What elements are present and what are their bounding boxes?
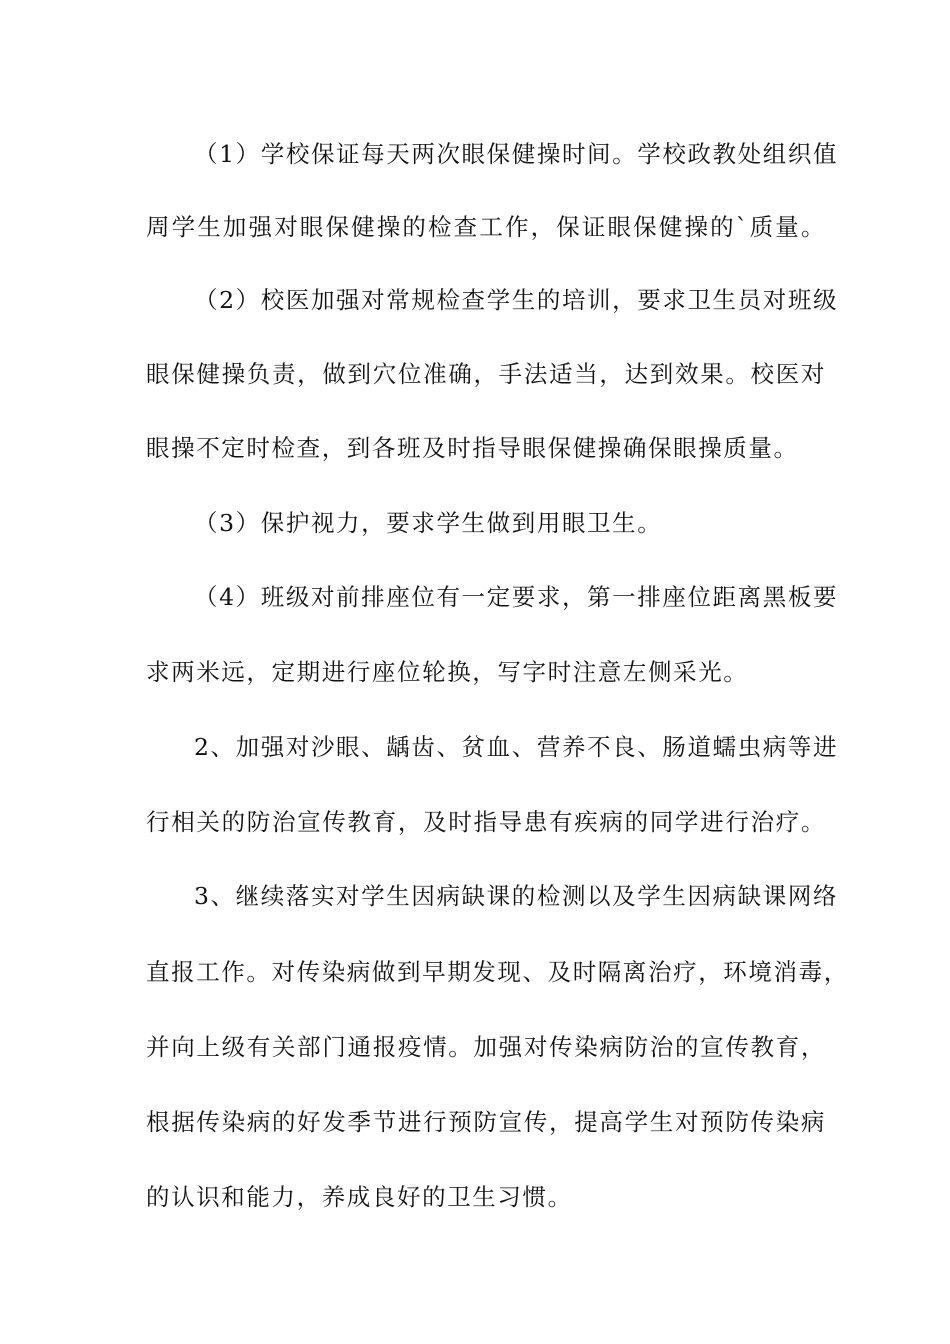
- text-line: 3、继续落实对学生因病缺课的检测以及学生因病缺课网络: [194, 882, 839, 910]
- text-line: 直报工作。对传染病做到早期发现、及时隔离治疗，环境消毒，: [146, 958, 849, 986]
- text-line: （2）校医加强对常规检查学生的培训，要求卫生员对班级: [194, 286, 839, 314]
- text-line: （1）学校保证每天两次眼保健操时间。学校政教处组织值: [194, 140, 839, 168]
- text-line: 眼保健操负责，做到穴位准确，手法适当，达到效果。校医对: [146, 360, 826, 388]
- text-line: 的认识和能力，养成良好的卫生习惯。: [146, 1183, 573, 1211]
- text-line: （3）保护视力，要求学生做到用眼卫生。: [194, 509, 663, 537]
- text-line: 眼操不定时检查，到各班及时指导眼保健操确保眼操质量。: [146, 434, 799, 462]
- text-line: （4）班级对前排座位有一定要求，第一排座位距离黑板要: [194, 583, 839, 611]
- text-line: 行相关的防治宣传教育，及时指导患有疾病的同学进行治疗。: [146, 808, 826, 836]
- text-line: 求两米远，定期进行座位轮换，写字时注意左侧采光。: [146, 658, 749, 686]
- text-line: 2、加强对沙眼、龋齿、贫血、营养不良、肠道蠕虫病等进: [194, 733, 839, 761]
- text-line: 周学生加强对眼保健操的检查工作，保证眼保健操的`质量。: [146, 213, 826, 241]
- text-line: 并向上级有关部门通报疫情。加强对传染病防治的宣传教育，: [146, 1033, 826, 1061]
- text-line: 根据传染病的好发季节进行预防宣传，提高学生对预防传染病: [146, 1108, 826, 1136]
